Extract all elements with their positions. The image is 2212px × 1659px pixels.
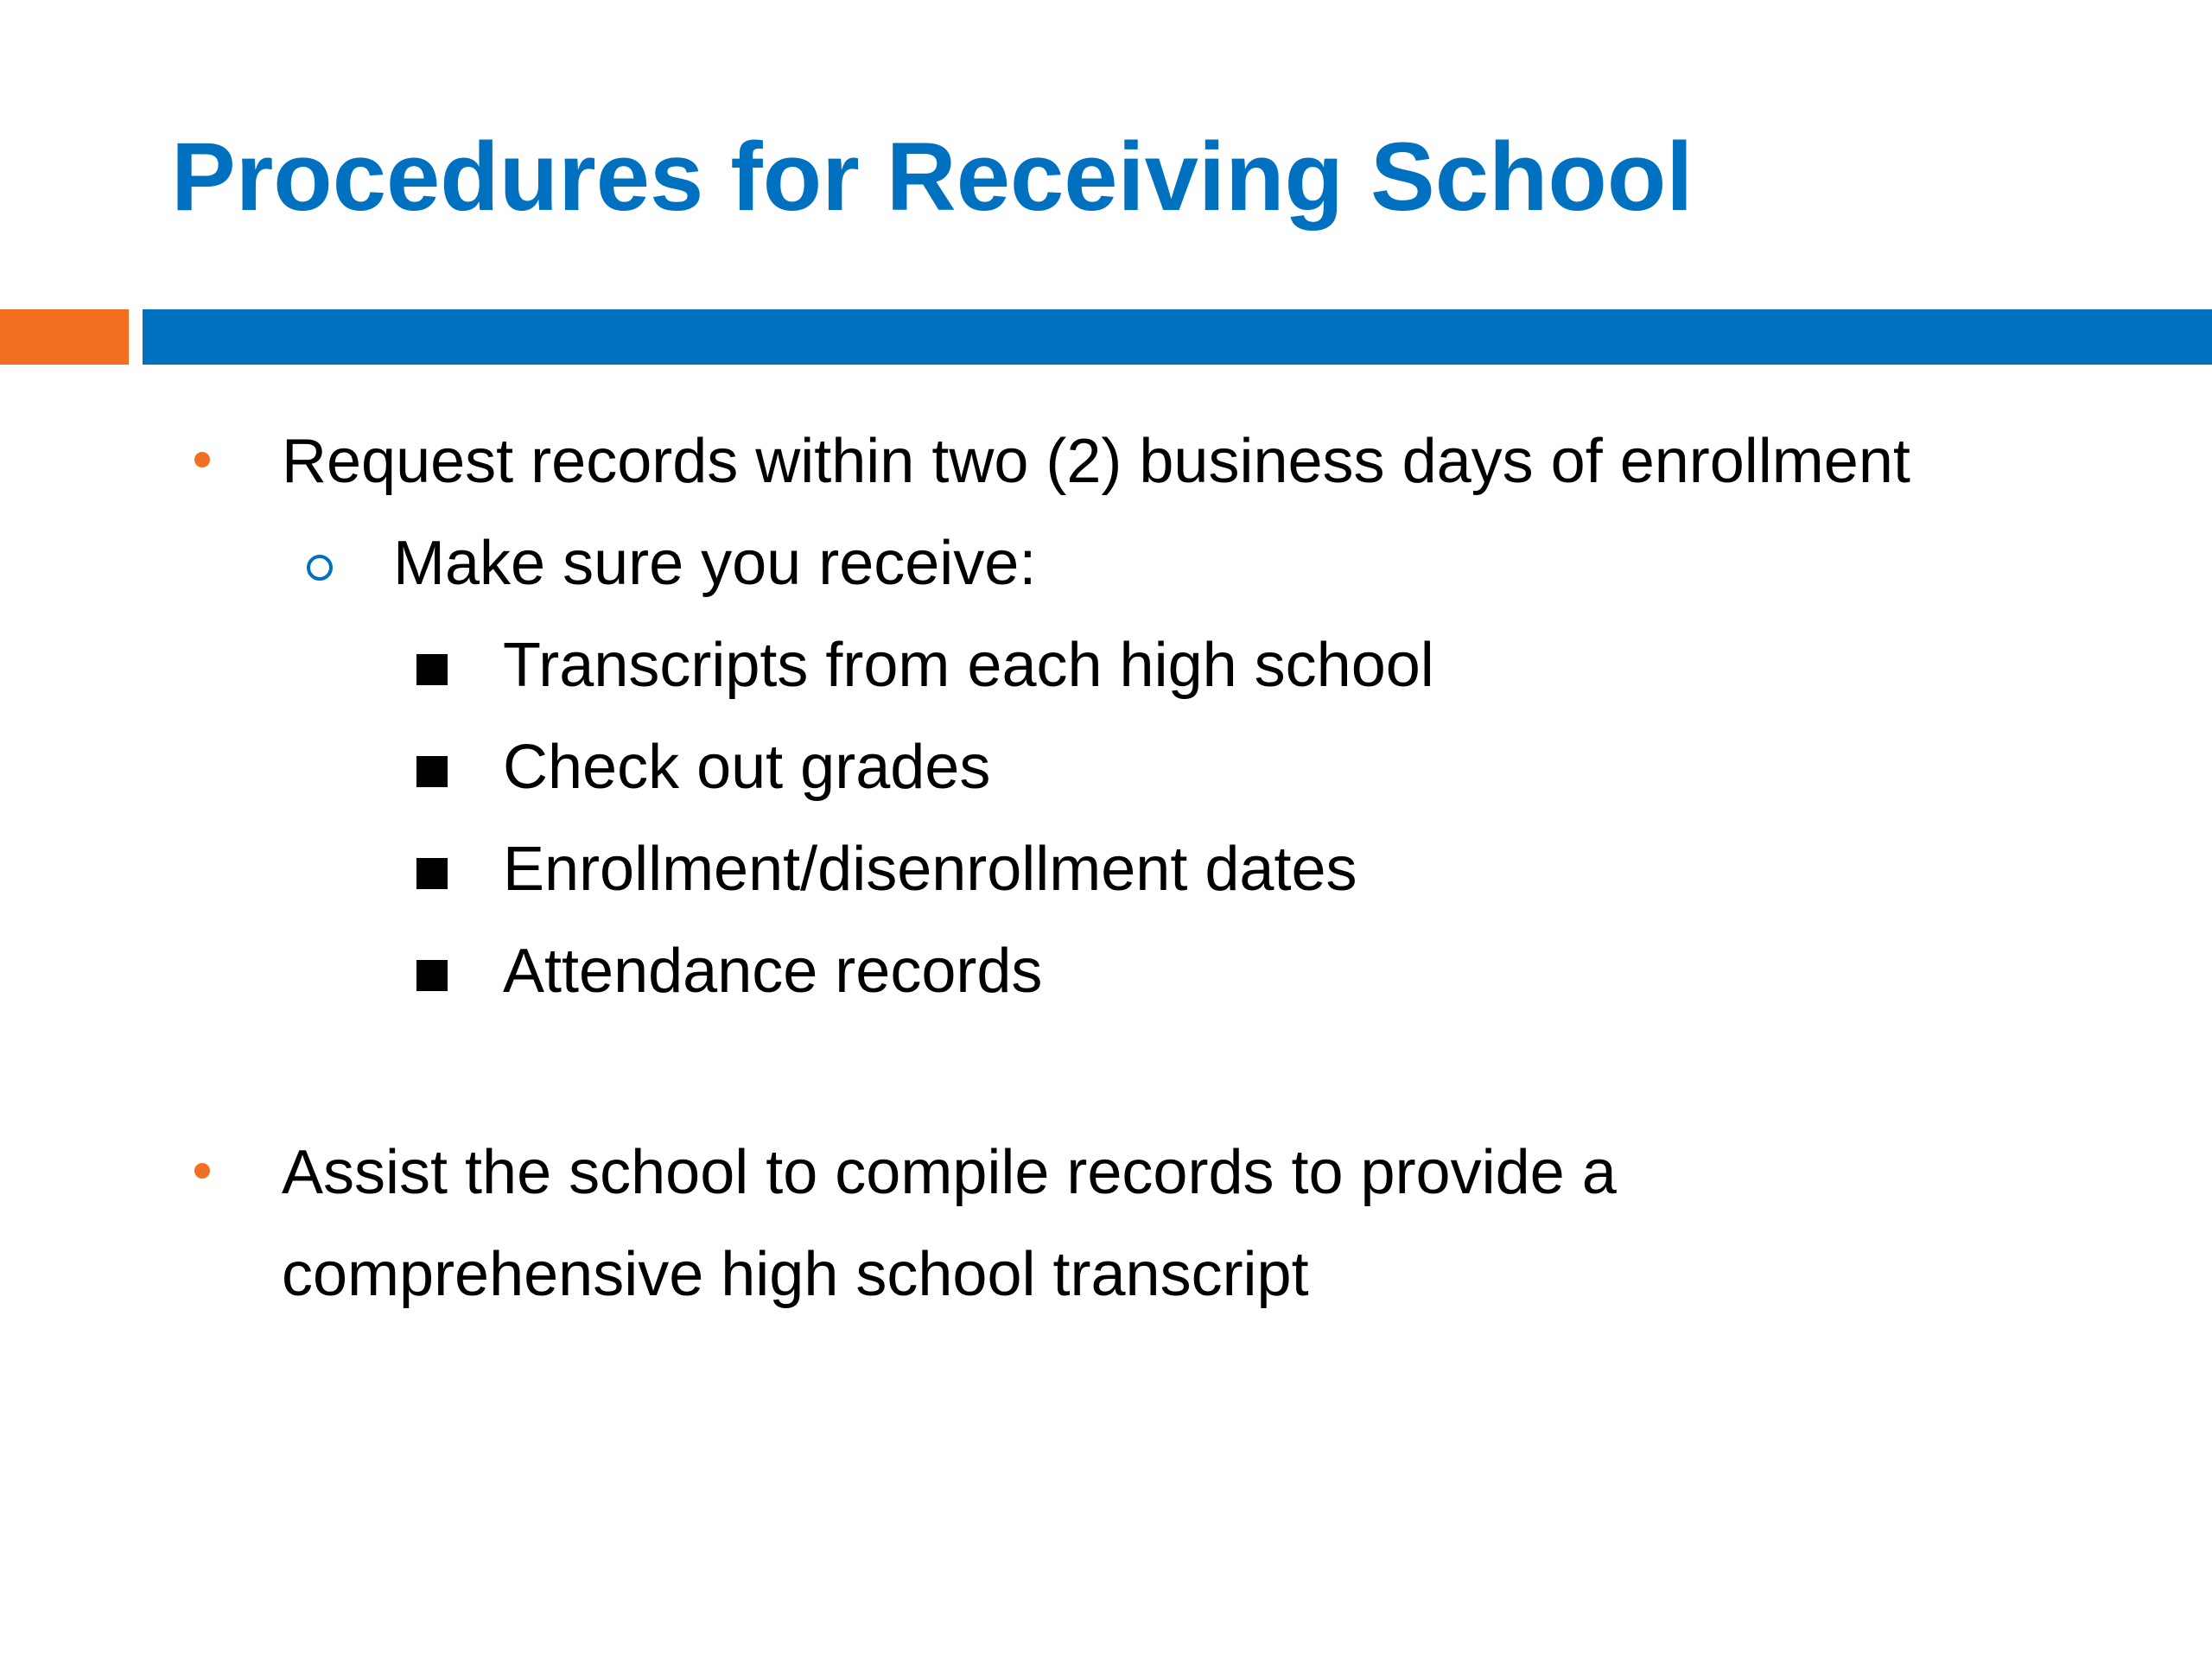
list-item-transcripts: Transcripts from each high school: [503, 631, 1434, 700]
bullet-1-text: Request records within two (2) business days of enrollment: [282, 427, 1910, 496]
square-bullet-icon: [416, 756, 448, 787]
sub-bullet-text: Make sure you receive:: [393, 529, 1037, 598]
title-divider-bar: [143, 309, 2212, 365]
slide-title: Procedures for Receiving School: [171, 123, 1694, 231]
square-bullet-icon: [416, 654, 448, 685]
list-item-grades: Check out grades: [503, 733, 991, 802]
dot-bullet-icon: [194, 452, 210, 467]
list-item-attendance: Attendance records: [503, 937, 1043, 1006]
bullet-2-line-2: comprehensive high school transcript: [282, 1240, 1309, 1309]
square-bullet-icon: [416, 858, 448, 889]
dot-bullet-icon: [194, 1163, 210, 1179]
ring-bullet-icon: [307, 555, 333, 581]
square-bullet-icon: [416, 960, 448, 991]
title-accent-bar: [0, 309, 129, 365]
list-item-enrollment-dates: Enrollment/disenrollment dates: [503, 835, 1357, 904]
bullet-2-line-1: Assist the school to compile records to provide a: [282, 1138, 1617, 1207]
